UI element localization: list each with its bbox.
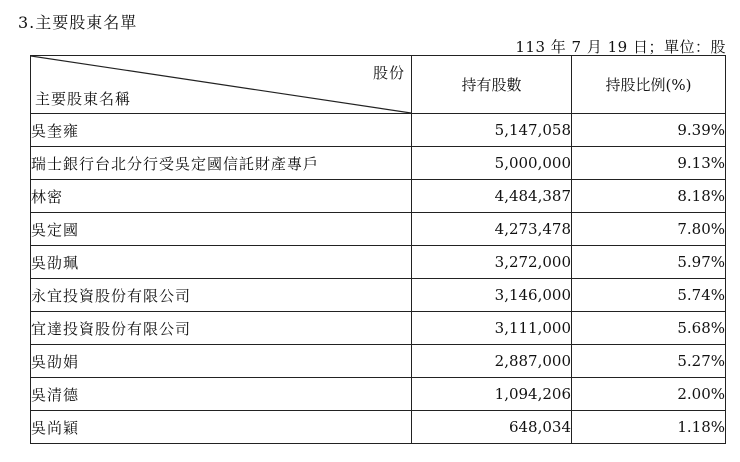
table-row — [31, 345, 726, 378]
table-row — [31, 213, 726, 246]
shares-held: 2,887,000 — [412, 345, 572, 378]
shares-held: 5,147,058 — [412, 114, 572, 147]
shares-held: 1,094,206 — [412, 378, 572, 411]
shares-held: 648,034 — [412, 411, 572, 444]
table-row — [31, 246, 726, 279]
shares-held: 3,146,000 — [412, 279, 572, 312]
table-row — [31, 279, 726, 312]
holding-ratio: 7.80% — [572, 213, 726, 246]
holding-ratio: 8.18% — [572, 180, 726, 213]
shareholder-name: 永宜投資股份有限公司 — [31, 279, 412, 312]
shares-held: 4,484,387 — [412, 180, 572, 213]
shares-held: 3,272,000 — [412, 246, 572, 279]
table-row — [31, 180, 726, 213]
shares-held: 5,000,000 — [412, 147, 572, 180]
shareholder-name: 宜達投資股份有限公司 — [31, 312, 412, 345]
table-body — [31, 114, 726, 444]
shareholder-name: 吳劭珮 — [31, 246, 412, 279]
header-shares-label: 股份 — [372, 64, 405, 82]
diagonal-header-cell — [31, 56, 412, 114]
holding-ratio: 5.74% — [572, 279, 726, 312]
shares-held: 3,111,000 — [412, 312, 572, 345]
holding-ratio: 9.13% — [572, 147, 726, 180]
table-row — [31, 378, 726, 411]
header-shareholder-name-label: 主要股東名稱 — [35, 90, 132, 108]
holding-ratio: 5.97% — [572, 246, 726, 279]
major-shareholders-table — [30, 55, 726, 444]
table-row — [31, 114, 726, 147]
table-row — [31, 411, 726, 444]
header-holding-ratio: 持股比例(%) — [572, 56, 726, 114]
section-title: 3.主要股東名單 — [18, 13, 138, 32]
shareholder-name: 吳尚穎 — [31, 411, 412, 444]
holding-ratio: 1.18% — [572, 411, 726, 444]
shareholder-name: 吳劭娟 — [31, 345, 412, 378]
table-row — [31, 312, 726, 345]
holding-ratio: 2.00% — [572, 378, 726, 411]
shareholder-name: 吳清德 — [31, 378, 412, 411]
shares-held: 4,273,478 — [412, 213, 572, 246]
shareholder-name: 瑞士銀行台北分行受吳定國信託財產專戶 — [31, 147, 412, 180]
shareholder-name: 林密 — [31, 180, 412, 213]
shareholder-name: 吳奎雍 — [31, 114, 412, 147]
holding-ratio: 5.68% — [572, 312, 726, 345]
shareholder-name: 吳定國 — [31, 213, 412, 246]
holding-ratio: 9.39% — [572, 114, 726, 147]
holding-ratio: 5.27% — [572, 345, 726, 378]
table-header-row — [31, 56, 726, 114]
date-unit-note: 113 年 7 月 19 日；單位：股 — [515, 38, 726, 56]
table-row — [31, 147, 726, 180]
header-shares-held: 持有股數 — [412, 56, 572, 114]
